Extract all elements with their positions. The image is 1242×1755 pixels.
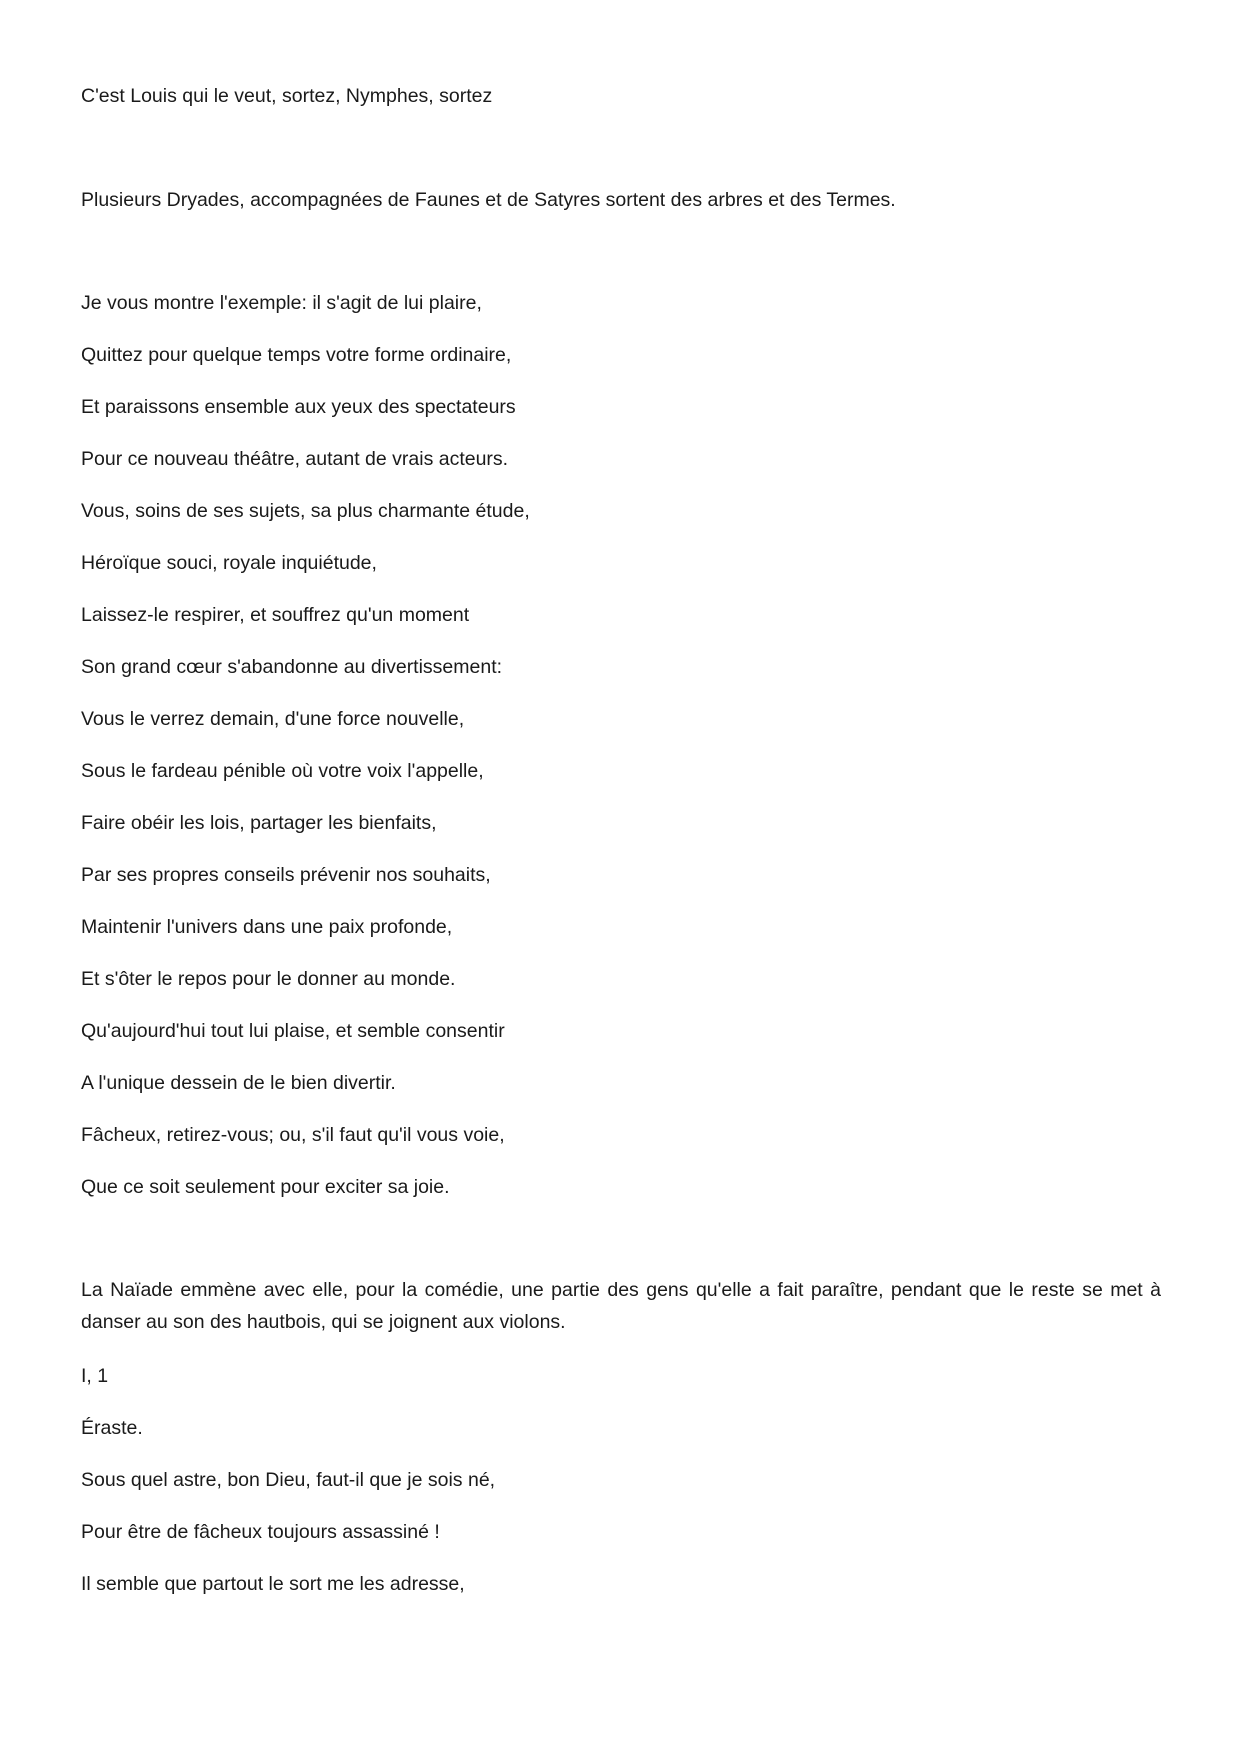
scene-verse-line: Il semble que partout le sort me les adresse, xyxy=(81,1573,465,1595)
scene-verse-line: Sous quel astre, bon Dieu, faut-il que je sois né, xyxy=(81,1469,496,1491)
verse-line: Vous, soins de ses sujets, sa plus charmante étude, xyxy=(81,500,530,522)
verse-line: Par ses propres conseils prévenir nos souhaits, xyxy=(81,864,491,886)
verse-line: Vous le verrez demain, d'une force nouvelle, xyxy=(81,708,465,730)
verse-line: Que ce soit seulement pour exciter sa joie. xyxy=(81,1176,450,1198)
verse-line: Fâcheux, retirez-vous; ou, s'il faut qu'il vous voie, xyxy=(81,1124,505,1146)
verse-line: Quittez pour quelque temps votre forme ordinaire, xyxy=(81,344,512,366)
verse-line: Son grand cœur s'abandonne au divertissement: xyxy=(81,656,503,678)
speaker-name: Éraste. xyxy=(81,1417,143,1439)
stage-direction-paragraph: La Naïade emmène avec elle, pour la comédie, une partie des gens qu'elle a fait paraître, pendant que le reste se met à danser au son des hautbois, qui se joignent aux violons. xyxy=(81,1279,1161,1333)
verse-line: Sous le fardeau pénible où votre voix l'appelle, xyxy=(81,760,484,782)
verse-line: Et paraissons ensemble aux yeux des spectateurs xyxy=(81,396,516,418)
verse-line: Pour ce nouveau théâtre, autant de vrais acteurs. xyxy=(81,448,509,470)
verse-line: Et s'ôter le repos pour le donner au monde. xyxy=(81,968,456,990)
verse-line: Faire obéir les lois, partager les bienfaits, xyxy=(81,812,437,834)
stage-direction: Plusieurs Dryades, accompagnées de Faunes et de Satyres sortent des arbres et des Termes. xyxy=(81,189,896,211)
verse-line: Laissez-le respirer, et souffrez qu'un moment xyxy=(81,604,470,626)
verse-line: Je vous montre l'exemple: il s'agit de lui plaire, xyxy=(81,292,482,314)
verse-line: Héroïque souci, royale inquiétude, xyxy=(81,552,377,574)
opening-line: C'est Louis qui le veut, sortez, Nymphes, sortez xyxy=(81,85,493,107)
verse-line: Qu'aujourd'hui tout lui plaise, et semble consentir xyxy=(81,1020,505,1042)
verse-line: Maintenir l'univers dans une paix profonde, xyxy=(81,916,453,938)
scene-label: I, 1 xyxy=(81,1365,109,1387)
verse-line: A l'unique dessein de le bien divertir. xyxy=(81,1072,396,1094)
scene-verse-line: Pour être de fâcheux toujours assassiné ! xyxy=(81,1521,440,1543)
